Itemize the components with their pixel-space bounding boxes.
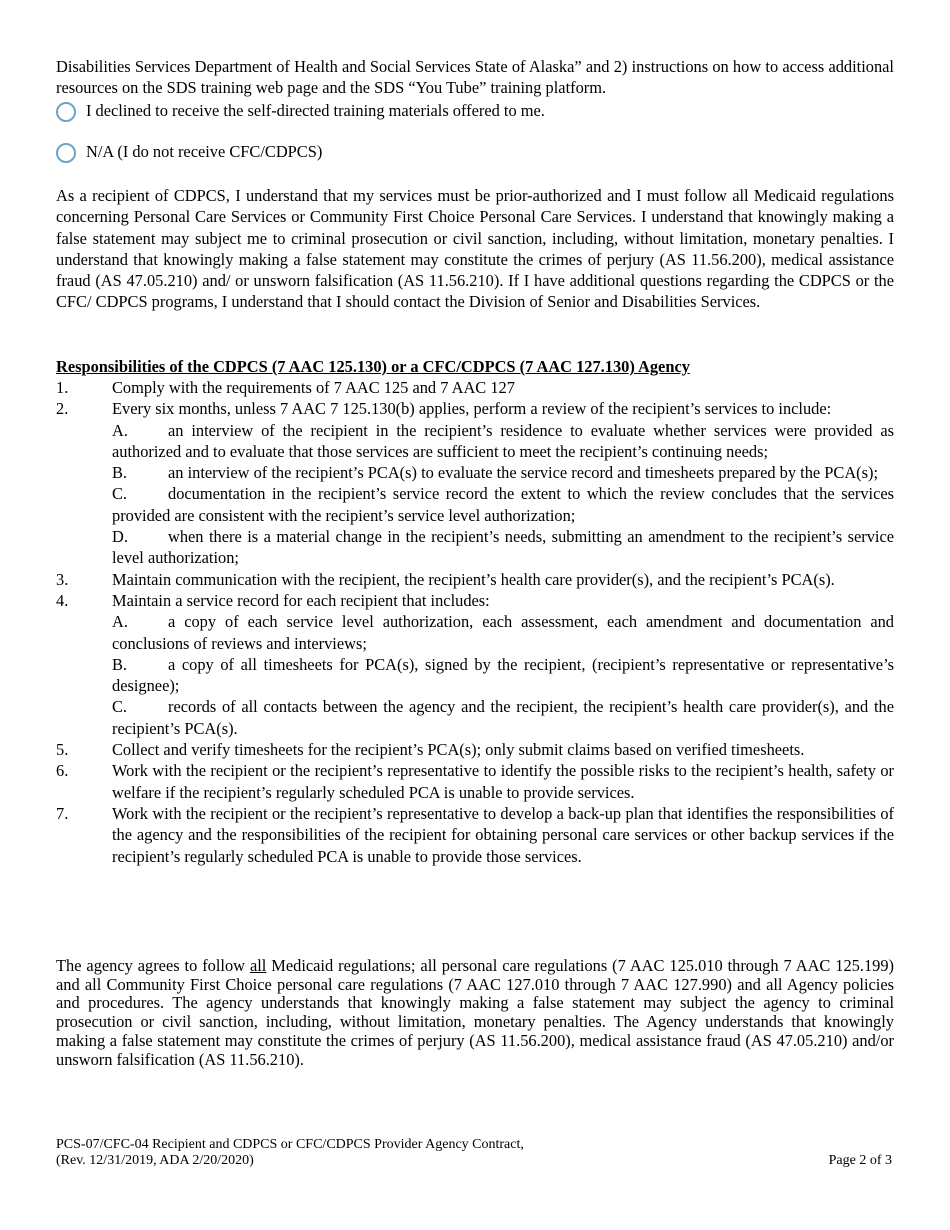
radio-button-na[interactable] bbox=[56, 143, 76, 163]
item-number: 5. bbox=[56, 740, 69, 760]
item-text: Maintain a service record for each recipient that includes: bbox=[112, 590, 490, 610]
sub-text: documentation in the recipient’s service record the extent to which the review concludes that the services provided are consistent with the recipient’s service level authorization; bbox=[112, 484, 894, 525]
option-label-declined: I declined to receive the self-directed training materials offered to me. bbox=[86, 101, 545, 121]
list-item bbox=[56, 760, 894, 803]
closing-underlined: all bbox=[249, 956, 267, 975]
sub-letter: C. bbox=[112, 484, 128, 504]
list-item bbox=[56, 803, 894, 867]
footer-revision: (Rev. 12/31/2019, ADA 2/20/2020) bbox=[56, 1153, 254, 1168]
sub-text: an interview of the recipient in the recipient’s residence to evaluate whether services were provided as authorized and to evaluate that those services are sufficient to meet the recipient’s continuing needs; bbox=[112, 420, 894, 461]
sub-item bbox=[56, 526, 894, 569]
sub-letter: A. bbox=[112, 420, 128, 440]
sub-item bbox=[56, 654, 894, 697]
responsibilities-list bbox=[56, 377, 894, 867]
item-text: Comply with the requirements of 7 AAC 125 and 7 AAC 127 bbox=[112, 378, 515, 397]
sub-text: a copy of all timesheets for PCA(s), signed by the recipient, (recipient’s representative or representative’s designee); bbox=[112, 654, 894, 696]
sub-letter: A. bbox=[112, 612, 128, 632]
list-item bbox=[56, 739, 894, 760]
sub-item bbox=[56, 696, 894, 739]
list-item bbox=[56, 398, 894, 419]
sub-text: a copy of each service level authorization, each assessment, each amendment and documentation and conclusions of reviews and interviews; bbox=[112, 612, 894, 653]
footer-form-title: PCS-07/CFC-04 Recipient and CDPCS or CFC/CDPCS Provider Agency Contract, bbox=[56, 1137, 524, 1152]
radio-button-declined[interactable] bbox=[56, 102, 76, 122]
item-number: 7. bbox=[56, 803, 69, 823]
page-number: Page 2 of 3 bbox=[828, 1153, 892, 1168]
list-item bbox=[56, 377, 894, 398]
closing-pre: The agency agrees to follow bbox=[56, 956, 250, 975]
list-item bbox=[56, 590, 894, 611]
item-text: Collect and verify timesheets for the recipient’s PCA(s); only submit claims based on verified timesheets. bbox=[112, 740, 805, 760]
sub-text: records of all contacts between the agency and the recipient, the recipient’s health care provider(s), and the recipient’s PCA(s). bbox=[112, 697, 894, 738]
option-na[interactable] bbox=[56, 140, 322, 164]
responsibilities-heading: Responsibilities of the CDPCS (7 AAC 125.130) or a CFC/CDPCS (7 AAC 127.130) Agency bbox=[56, 357, 690, 376]
item-number: 3. bbox=[56, 569, 69, 589]
sub-letter: D. bbox=[112, 527, 128, 547]
item-number: 4. bbox=[56, 590, 69, 610]
sub-letter: C. bbox=[112, 697, 128, 717]
item-text: Maintain communication with the recipient, the recipient’s health care provider(s), and the recipient’s PCA(s). bbox=[112, 569, 835, 589]
intro-paragraph: Disabilities Services Department of Health and Social Services State of Alaska” and 2) instructions on how to access additional resources on the SDS training web page and the SDS “You Tube” training platform. bbox=[56, 57, 894, 98]
option-label-na: N/A (I do not receive CFC/CDPCS) bbox=[86, 142, 323, 162]
sub-text: an interview of the recipient’s PCA(s) to evaluate the service record and timesheets prepared by the PCA(s); bbox=[168, 463, 879, 483]
item-number: 6. bbox=[56, 761, 69, 781]
list-item bbox=[56, 569, 894, 590]
sub-item bbox=[56, 611, 894, 654]
option-declined[interactable] bbox=[56, 99, 545, 123]
item-text: Every six months, unless 7 AAC 7 125.130(b) applies, perform a review of the recipient’s services to include: bbox=[112, 399, 832, 419]
sub-item bbox=[56, 483, 894, 526]
page-footer bbox=[56, 1137, 894, 1169]
sub-item bbox=[56, 420, 894, 463]
sub-item bbox=[56, 462, 894, 483]
sub-letter: B. bbox=[112, 463, 128, 483]
sub-text: when there is a material change in the recipient’s needs, submitting an amendment to the recipient’s service level authorization; bbox=[112, 527, 894, 568]
recipient-paragraph: As a recipient of CDPCS, I understand that my services must be prior-authorized and I must follow all Medicaid regulations concerning Personal Care Services or Community First Choice Personal Care Services. I understand that knowingly making a false statement may subject me to criminal prosecution or civil sanction, including, without limitation, monetary penalties. I understand that knowingly making a false statement may constitute the crimes of perjury (AS 11.56.200), medical assistance fraud (AS 47.05.210) and/ or unsworn falsification (AS 11.56.210). If I have additional questions regarding the CDPCS or the CFC/ CDPCS programs, I understand that I should contact the Division of Senior and Disabilities Services. bbox=[56, 186, 894, 312]
closing-post: Medicaid regulations; all personal care regulations (7 AAC 125.010 through 7 AAC 125.199) and all Community First Choice personal care regulations (7 AAC 127.010 through 7 AAC 127.990) and all Agency policies and procedures. The agency understands that knowingly making a false statement may subject the agency to criminal prosecution or civil sanction, including, without limitation, monetary penalties. The Agency understands that knowingly making a false statement may constitute the crimes of perjury (AS 11.56.200), medical assistance fraud (AS 47.05.210) and/or unsworn falsification (AS 11.56.210). bbox=[56, 956, 894, 1069]
item-number: 2. bbox=[56, 399, 69, 419]
sub-letter: B. bbox=[112, 654, 128, 674]
item-text: Work with the recipient or the recipient’s representative to develop a back-up plan that identifies the responsibilities of the agency and the responsibilities of the recipient for obtaining personal care services or other backup services if the recipient’s regularly scheduled PCA is unable to provide those services. bbox=[112, 803, 894, 866]
item-number: 1. bbox=[56, 378, 69, 397]
agency-agreement-paragraph bbox=[56, 957, 894, 1069]
item-text: Work with the recipient or the recipient’s representative to identify the possible risks to the recipient’s health, safety or welfare if the recipient’s regularly scheduled PCA is unable to provide services. bbox=[112, 761, 894, 802]
